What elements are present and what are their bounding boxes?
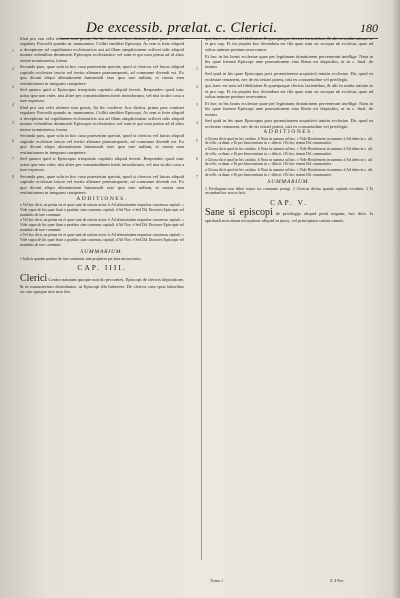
left-chapter-opening: Clerici — [20, 272, 48, 284]
left-additiones-text: a Vel hoc dicit, an prima est et quae sunt de ratione actus. b Ad alienationem requiritur consensus capituli. c Vide supra de his quae fiunt a praelato sine consensu capituli. d Ad Nov. e Sed Dd. Doctores Episcopis vel mandatis de iure communi. — [20, 203, 184, 217]
right-additiones-text-3: a Glossa dicit quod in his casibus. b Nota in summa ad hoc. c Vide Hostiensem in summa. d Ad idem in c. ult. de offic. ordinar. e Et per Innocentium in c. dilecti. f Et hoc tenent Dd. communiter. — [205, 157, 373, 167]
margin-number: 5 — [196, 138, 198, 143]
margin-number: 1 — [12, 48, 14, 53]
margin-number: 1 — [196, 66, 198, 71]
left-additiones-heading: ADDITIONES. — [76, 196, 128, 202]
right-body-paragraph-1b: qui, haec est nota ad fidelitatem & quaequaque clericis facientibus, & alii ex multa ratione se et pro cap. Et ita propter hoc dicendum est illa quae sunt sic accepta ab ecclesia, quae ad solius animae pretium reservantur. — [205, 83, 373, 100]
margin-number: 4 — [12, 102, 14, 107]
left-body-paragraph-2b: Secunda pars, quae sola in hoc casu praesertim spectat, quod si clericus vel laicus aliquid capitulo ecclesiae inscio vel invito alienare praesumpserit, ad commune dicendi est. Ex quo dicunt aliqui alienationem huiusmodi esse ipso iure nullam, et contra eam restitutionem in integrum competere. — [20, 133, 184, 155]
margin-number: 3 — [196, 102, 198, 107]
left-additiones-text-2: a Vel hoc dicit, an prima est et quae sunt de ratione actus. b Ad alienationem requiritur consensus capituli. c Vide supra de his quae fiunt a praelato sine consensu capituli. d Ad Nov. e Sed Dd. Doctores Episcopis vel mandatis de iure communi. — [20, 218, 184, 232]
right-additiones-text-2: a Glossa dicit quod in his casibus. b Nota in summa ad hoc. c Vide Hostiensem in summa. d Ad idem in c. ult. de offic. ordinar. e Et per Innocentium in c. dilecti. f Et hoc tenent Dd. communiter. — [205, 147, 373, 156]
left-margin-numbers — [12, 42, 22, 186]
right-additiones-text: a Glossa dicit quod in his casibus. b Nota in summa ad hoc. c Vide Hostiensem in summa. d Ad idem in c. ult. de offic. ordinar. e Et per Innocentium in c. dilecti. f Et hoc tenent Dd. communiter. — [205, 136, 373, 146]
left-chapter-heading: CAP. IIII. — [77, 263, 127, 273]
margin-number: 4 — [196, 120, 198, 125]
running-title: De excessib. prælat. c. Clerici. — [86, 20, 278, 36]
left-body-paragraph-3b: Sed quaero quid si Episcopus irrequisito capitulo aliquid fecerit. Respondeo quod tunc actus ipse non valet, nisi aliter per consuetudinem fuerit introductum, vel nisi in alio casu a iure expresso. — [20, 156, 184, 173]
footer-signature-left: Tomo i — [210, 578, 223, 583]
right-additiones-text-4: a Glossa dicit quod in his casibus. b Nota in summa ad hoc. c Vide Hostiensem in summa. d Ad idem in c. ult. de offic. ordinar. e Et per Innocentium in c. dilecti. f Et hoc tenent Dd. communiter. — [205, 167, 373, 177]
right-chapter-heading: CAP. V. — [270, 197, 308, 207]
right-body-paragraph-2: Et hoc in his bonis ecclesiae quae per legitimam donationem pervenerunt intellige. Nam in his quae fuerunt Episcopi ante promotionem eius libera est dispositio, ut in c. final. de testam. — [205, 53, 373, 70]
right-margin-numbers — [196, 60, 206, 186]
margin-number: 2 — [12, 66, 14, 71]
left-body-paragraph-1: illud pro suo velit retinere non possit, Ita hic conferre. hoc dicitur, prima pars continet regulam. Procedit quando in. manuumiss. Colliti similiter Episcopi. Ac rem si forte aliquid a deceptione ad cupiditatem ecclesiasticis aut ad illam simplicitatem scilicet talis aliquid mutare volentibus diminuerit Episcopis ecclesiastico vel sunt et qui cum prima ad id alios tenere nominaretur, forma. — [20, 36, 184, 63]
margin-number: 7 — [12, 156, 14, 161]
footer-signature-right: Z 4 Pro — [330, 578, 344, 583]
margin-number: 6 — [12, 138, 14, 143]
right-chapter-opening: Sane si episcopi — [205, 207, 273, 219]
page-number: 180 — [360, 21, 378, 35]
margin-number: 2 — [196, 84, 198, 89]
right-chapter-text — [205, 207, 373, 223]
left-additiones-text-3: a Vel hoc dicit, an prima est et quae sunt de ratione actus. b Ad alienationem requiritur consensus capituli. c Vide supra de his quae fiunt a praelato sine consensu capituli. d Ad Nov. e Sed Dd. Doctores Episcopis vel mandatis de iure communi. — [20, 233, 184, 247]
right-body-paragraph-1: qui, haec est nota ad fidelitatem & quaequaque clericis facientibus, & alii ex multa ratione se et pro cap. Et ita propter hoc dicendum est illa quae sunt sic accepta ab ecclesia, quae ad solius animae pretium reservantur. — [205, 36, 373, 52]
right-additiones-heading: ADDITIONES. — [263, 129, 315, 136]
right-body-paragraph-3b: Sed quid in his quae Episcopus post promotionem acquisivit intuitu ecclesiae. Dic quod ea ecclesiae remanent, nec de eis testari potest, nisi ex consuetudine vel privilegio. — [205, 118, 373, 129]
left-body-paragraph-3: Sed quaero quid si Episcopus irrequisito capitulo aliquid fecerit. Respondeo quod tunc actus ipse non valet, nisi aliter per consuetudinem fuerit introductum, vel nisi in alio casu a iure expresso. — [20, 87, 184, 104]
margin-number: 6 — [196, 156, 198, 161]
left-body-paragraph-2: Secunda pars, quae sola in hoc casu praesertim spectat, quod si clericus vel laicus aliquid capitulo ecclesiae inscio vel invito alienare praesumpserit, ad commune dicendi est. Ex quo dicunt aliqui alienationem huiusmodi esse ipso iure nullam, et contra eam restitutionem in integrum competere. — [20, 64, 184, 86]
margin-number: 7 — [196, 174, 198, 179]
right-chapter-body: de privilegijs aliquid petiti negatur, hoc dicit. Is spirituali non etiam exceptione aliquid in ipsos, vel principium contra omnes. — [205, 211, 373, 224]
left-summarium-heading: SUMMARIUM. — [80, 249, 124, 256]
left-chapter-text — [20, 273, 184, 295]
left-chapter-body: Contra naturam quoque non do peccantes, Episcopi de clericis depositione, & in monasterium detrudantur, ut Episcopi illa haberent. De clericis cum ipsis laboribus sic suo quoque iure non fiet. — [20, 276, 184, 295]
right-body-paragraph-2b: Et hoc in his bonis ecclesiae quae per legitimam donationem pervenerunt intellige. Nam in his quae fuerunt Episcopi ante promotionem eius libera est dispositio, ut in c. final. de testam. — [205, 100, 373, 117]
left-body-paragraph-2c: Secunda pars, quae sola in hoc casu praesertim spectat, quod si clericus vel laicus aliquid capitulo ecclesiae inscio vel invito alienare praesumpserit, ad commune dicendi est. Ex quo dicunt aliqui alienationem huiusmodi esse ipso iure nullam, et contra eam restitutionem in integrum competere. — [20, 174, 184, 196]
right-summarium-heading: SUMMARIUM. — [267, 179, 311, 186]
margin-number: 8 — [12, 174, 14, 179]
margin-number: 3 — [12, 84, 14, 89]
right-summarium-text: 1 Privilegium non debet contra ius commune porrigi. 2 Clericus dicitur quando capitulo excedunt. 3 Et secundum hoc non se facit. — [205, 186, 373, 196]
right-body-paragraph-3: Sed quid in his quae Episcopus post promotionem acquisivit intuitu ecclesiae. Dic quod ea ecclesiae remanent, nec de eis testari potest, nisi ex consuetudine vel privilegio. — [205, 71, 373, 82]
right-column — [205, 36, 373, 556]
left-column — [20, 36, 184, 556]
left-body-paragraph-1b: illud pro suo velit retinere non possit, Ita hic conferre. hoc dicitur, prima pars continet regulam. Procedit quando in. manuumiss. Colliti similiter Episcopi. Ac rem si forte aliquid a deceptione ad cupiditatem ecclesiasticis aut ad illam simplicitatem scilicet talis aliquid mutare volentibus diminuerit Episcopis ecclesiastico vel sunt et qui cum prima ad id alios tenere nominaretur, forma. — [20, 105, 184, 132]
left-summarium-text: 1 Iudicis quando punitur de iure communi, tum propterea per aliorum iura intus. — [20, 256, 142, 261]
margin-number: 5 — [12, 120, 14, 125]
